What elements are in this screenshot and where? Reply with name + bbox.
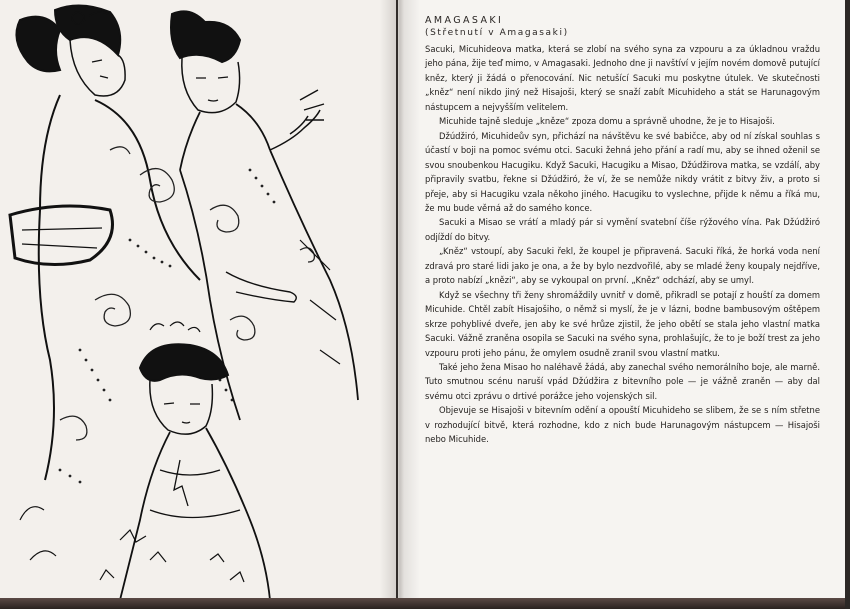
figure-bottom bbox=[120, 322, 270, 600]
chapter-text bbox=[425, 14, 820, 447]
chapter-title: AMAGASAKI bbox=[425, 15, 504, 26]
flower-marks bbox=[20, 507, 244, 582]
kabuki-illustration bbox=[0, 0, 396, 602]
left-page bbox=[0, 0, 396, 602]
figure-top-left bbox=[10, 5, 200, 480]
hand-lines bbox=[226, 90, 324, 302]
paragraph: Džúdžiró, Micuhideův syn, přichází na návštěvu ke své babičce, aby od ní získal souhlas s účastí v boji na pomoc svému otci. Sacuki žehná jeho přání a radí mu, aby se ihned oženil se svou snoubenkou Hacugiku. Když Sacuki, Hacugiku a Misao, Džúdžirova matka, se vzdálí, aby připravily svatbu, řekne si Džúdžiró, že ví, že se nemůže nikdy vrátit z bitvy živ, a proto si přeje, aby si Hacugiku vzala někoho jiného. Hacugiku to vyslechne, přijde k němu a říká mu, že mu bude věrná až do samého konce. bbox=[425, 130, 820, 213]
paragraph: Objevuje se Hisajoši v bitevním odění a opouští Micuhideho se slibem, že se s ním střetne v rozhodující bitvě, která rozhodne, kdo z nich bude Harunagovým nástupcem — Hisajoši nebo Micuhide. bbox=[425, 405, 820, 445]
paragraph: Sacuki, Micuhideova matka, která se zlobí na svého syna za vzpouru a za úkladnou vraždu jeho pána, žije teď mimo, v Amagasaki. Jednoho dne ji navštíví v jejím novém domově putující kněz, který ji žádá o přenocování. Nic netušící Sacuki mu poskytne útulek. Ve skutečnosti „kněz“ není nikdo jiný než Hisajoši, který se snaží zabít Micuhideho a stát se Harunagovým nástupcem a nejvyšším velitelem. bbox=[425, 44, 821, 112]
paragraph: Sacuki a Misao se vrátí a mladý pár si vymění svatební číše rýžového vína. Pak Džúdžiró odjíždí do bitvy. bbox=[425, 217, 820, 242]
paragraph: Micuhide tajně sleduje „kněze“ zpoza domu a správně uhodne, že je to Hisajoši. bbox=[439, 116, 775, 127]
chapter-subtitle: (Střetnutí v Amagasaki) bbox=[425, 28, 569, 38]
paragraph: Když se všechny tři ženy shromáždily uvnitř v domě, přikradl se potají z houští za domem Micuhide. Chtěl zabít Hisajošiho, o němž si myslí, že je v lázni, bodne bambusovým oštěpem skrze pohyblivé dveře, jen aby ke své hrůze zjistil, že jeho obětí se stala jeho vlastní matka Sacuki. Vážně zraněna osopila se Sacuki na svého syna, prohlašujíc, že to je boží trest za jeho vzpouru proti jeho pánu, že omylem osudně zranil svou vlastní matku. bbox=[425, 289, 820, 358]
chapter-body bbox=[425, 42, 820, 447]
book-right-edge bbox=[845, 0, 850, 609]
paragraph: „Kněz“ vstoupí, aby Sacuki řekl, že koupel je připravená. Sacuki říká, že horká voda není zdravá pro staré lidi jako je ona, a že by bylo nezdvořilé, aby se mladé ženy koupaly nejdříve, a proto nabízí „knězi“, aby se vykoupal on první. „Kněz“ odchází, aby se umyl. bbox=[425, 246, 820, 286]
book-bottom-edge bbox=[0, 598, 850, 609]
paragraph: Také jeho žena Misao ho naléhavě žádá, aby zanechal svého nemorálního boje, ale marně. Tuto smutnou scénu naruší vpád Džúdžira z bitevního pole — je vážně zraněn — aby dal svému otci zprávu o drtivé porážce jeho vojenských sil. bbox=[425, 361, 820, 401]
